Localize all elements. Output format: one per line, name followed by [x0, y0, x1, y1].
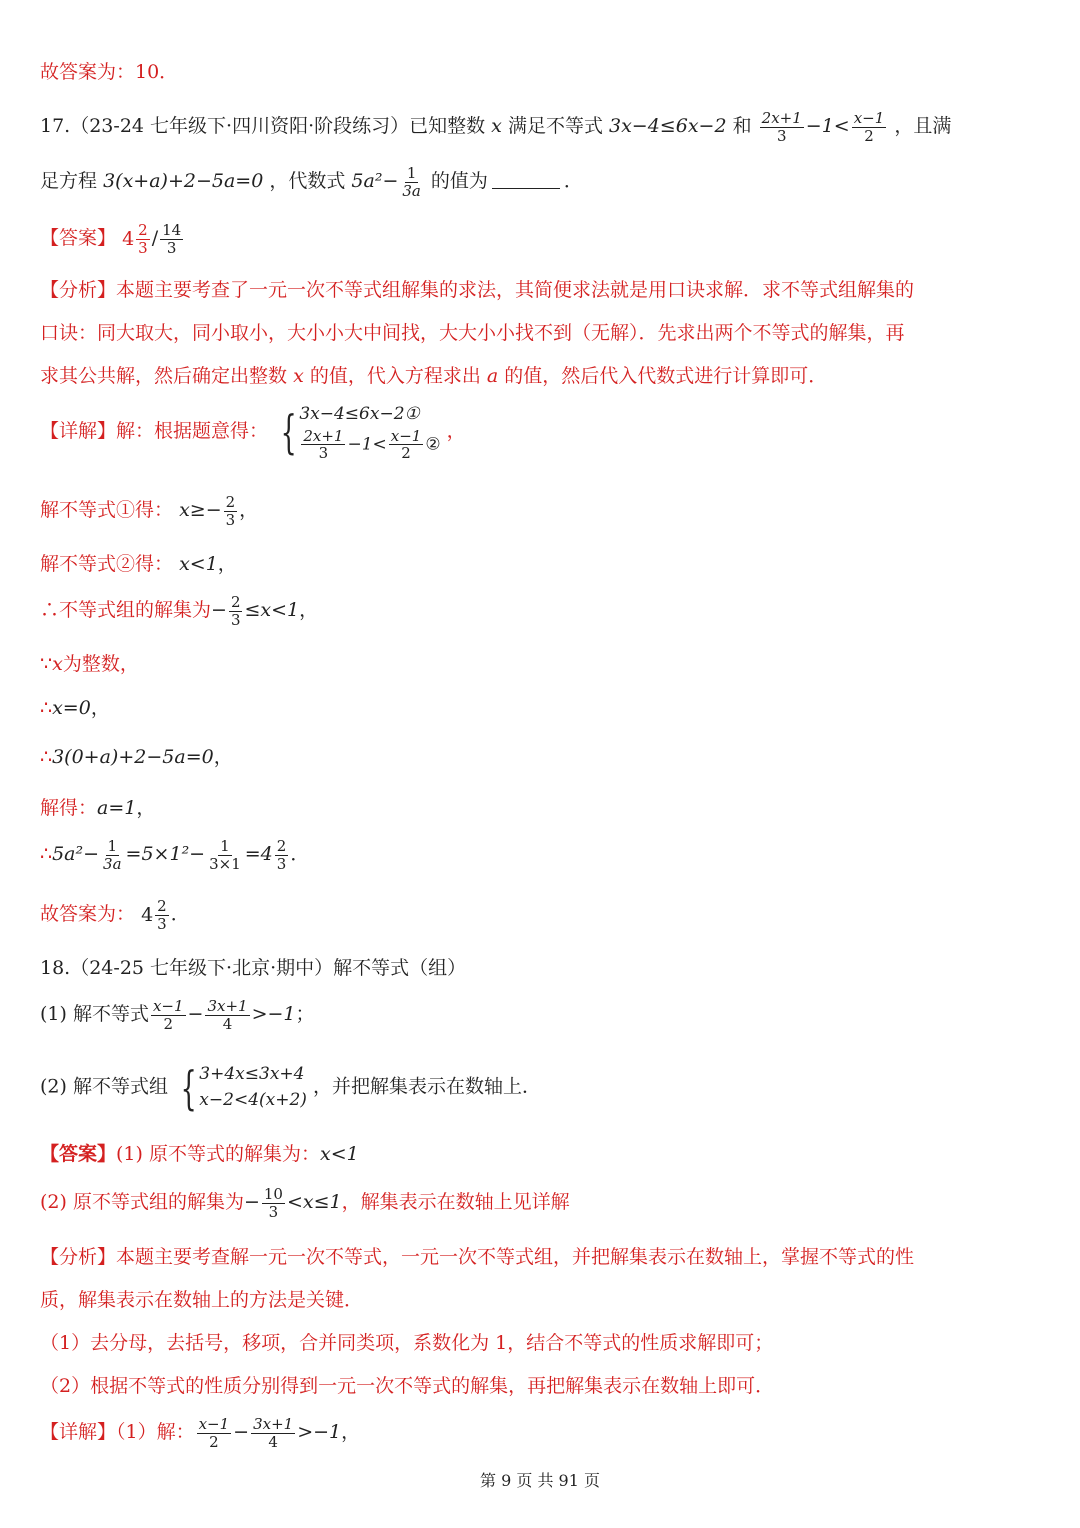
analysis-text: 的值，然后代入代数式进行计算即可．	[504, 365, 828, 387]
analysis-text: 求其公共解，然后确定出整数	[40, 365, 288, 387]
analysis-17-line-1	[40, 278, 1040, 303]
math-op: −1<	[805, 115, 850, 137]
analysis-text: 质，解集表示在数轴上的方法是关键．	[40, 1289, 364, 1311]
question-text: (2) 解不等式组	[40, 1075, 168, 1098]
fraction	[205, 998, 249, 1032]
fraction	[160, 222, 183, 256]
question-text: ，代数式	[269, 170, 346, 192]
detail-17-step-5	[40, 696, 1040, 721]
denominator: 3a	[103, 854, 122, 873]
math-op: −1<	[347, 434, 387, 454]
answer-18-part-1	[40, 1142, 1040, 1167]
math-expr: =4	[244, 843, 273, 865]
fraction	[301, 428, 345, 462]
fraction	[852, 110, 887, 144]
numerator: x−1	[390, 426, 422, 445]
analysis-text: （2）根据不等式的性质分别得到一元一次不等式的解集，再把解集表示在数轴上即可．	[40, 1375, 775, 1397]
step-text: 解得：	[40, 797, 98, 819]
answer-label: 【答案】	[40, 227, 117, 249]
denominator: 3	[230, 610, 241, 629]
analysis-18-line-2	[40, 1288, 1040, 1313]
math-expr: >−1	[297, 1421, 342, 1443]
analysis-18-line-4	[40, 1374, 1040, 1399]
math-expr: <x≤1	[286, 1191, 342, 1213]
question-text: 18.（24-25 七年级下·北京·期中）解不等式（组）	[40, 957, 467, 979]
numerator: 3x+1	[253, 1415, 294, 1433]
question-text: ，并把解集表示在数轴上．	[312, 1075, 541, 1098]
system-line-2	[299, 428, 440, 462]
math-expr: =5×1²−	[125, 843, 206, 865]
denominator: 3	[318, 444, 329, 462]
punctuation: ，	[239, 499, 259, 521]
denominator: 3	[157, 914, 167, 933]
numerator: 14	[162, 221, 182, 239]
fraction	[389, 428, 424, 462]
fraction	[136, 222, 150, 256]
fraction	[224, 494, 238, 528]
numerator: 2x+1	[303, 426, 344, 445]
analysis-text: （1）去分母，去括号，移项，合并同类项，系数化为 1，结合不等式的性质求解即可；	[40, 1332, 774, 1354]
punctuation: ，	[217, 553, 237, 575]
denominator: 3	[276, 854, 287, 873]
numerator: 2	[225, 493, 236, 511]
fraction	[229, 594, 243, 628]
question-text: 足方程	[40, 170, 98, 192]
fraction	[251, 1416, 295, 1450]
denominator: 3	[225, 510, 236, 529]
answer-text: (1) 原不等式的解集为：	[116, 1143, 320, 1165]
denominator: 3a	[402, 181, 421, 200]
numerator: 2	[138, 221, 148, 239]
numerator: x−1	[198, 1415, 230, 1433]
punctuation: ，	[136, 797, 156, 819]
math-op: −	[243, 1191, 260, 1213]
therefore-symbol: ∴	[40, 843, 53, 865]
numerator: 2	[230, 593, 241, 611]
math-expr: 5a²−	[52, 843, 100, 865]
fraction	[151, 998, 186, 1032]
question-18-part-2	[40, 1062, 1040, 1113]
integer-part: 4	[141, 903, 154, 926]
punctuation: ，	[341, 1421, 361, 1443]
system-line-1: 3x−4≤6x−2①	[299, 404, 420, 424]
system-line-1: 3+4x≤3x+4	[199, 1064, 305, 1084]
punctuation: ，	[299, 599, 319, 621]
brace: {	[280, 404, 297, 459]
detail-17-step-6	[40, 745, 1040, 770]
denominator: 2	[163, 1014, 174, 1033]
denominator: 3	[268, 1202, 279, 1221]
fraction	[197, 1416, 232, 1450]
math-expr: >−1	[251, 1003, 296, 1025]
detail-17-step-2	[40, 552, 1040, 577]
denominator: 3×1	[209, 854, 241, 873]
punctuation: ．	[170, 903, 190, 925]
denominator: 4	[222, 1014, 233, 1033]
because-symbol: ∵	[40, 653, 53, 675]
math-expr: x≥−	[179, 499, 222, 521]
math-op: −	[211, 599, 227, 621]
fraction	[275, 838, 289, 872]
numerator: 2	[276, 837, 287, 855]
math-op: −	[187, 1003, 204, 1025]
question-text: ．	[563, 170, 583, 192]
fraction	[207, 838, 243, 872]
denominator: 4	[268, 1432, 278, 1451]
detail-18-line-1	[40, 1416, 1040, 1450]
detail-17-system	[40, 402, 1040, 462]
punctuation: ，	[90, 697, 110, 719]
equation: 3(x+a)+2−5a=0	[103, 170, 264, 192]
math-expr: x<1	[319, 1143, 359, 1165]
inequality-1: 3x−4≤6x−2	[609, 115, 727, 137]
denominator: 2	[864, 126, 874, 145]
answer-text: (2) 原不等式组的解集为	[40, 1191, 244, 1213]
detail-label: 【详解】解：根据题意得：	[40, 419, 269, 442]
separator: /	[151, 227, 159, 249]
answer-line-16	[40, 60, 1040, 85]
answer-text: ，解集表示在数轴上见详解	[341, 1191, 570, 1213]
fraction	[400, 165, 423, 199]
question-18-part-1	[40, 998, 1040, 1032]
therefore-symbol: ∴	[40, 746, 53, 768]
math-expr: x=0	[52, 697, 91, 719]
answer-18-part-2	[40, 1186, 1040, 1220]
therefore-symbol: ∴	[40, 697, 53, 719]
inequality-system	[274, 402, 441, 462]
question-text: ，且满	[894, 115, 952, 137]
math-expr: a=1	[97, 797, 137, 819]
numerator: 2x+1	[761, 109, 802, 127]
punctuation: ，	[446, 419, 466, 442]
math-var: x	[491, 115, 502, 137]
question-18-title	[40, 956, 1040, 981]
system-lines	[299, 402, 440, 462]
question-17-line-2	[40, 165, 1040, 199]
math-var: x	[52, 653, 63, 675]
fraction	[101, 838, 124, 872]
numerator: 1	[107, 837, 118, 855]
answer-17	[40, 222, 1040, 256]
numerator: x−1	[853, 109, 885, 127]
mixed-number	[122, 222, 152, 256]
math-expr: x<1	[179, 553, 218, 575]
analysis-17-line-2	[40, 321, 1040, 346]
detail-17-step-7	[40, 796, 1040, 821]
numerator: 2	[157, 897, 167, 915]
math-expr: 3(0+a)+2−5a=0	[52, 746, 214, 768]
answer-blank	[492, 188, 560, 189]
denominator: 3	[776, 126, 787, 145]
detail-17-step-3	[40, 594, 1040, 628]
numerator: x−1	[152, 997, 184, 1015]
inequality-system	[174, 1062, 307, 1113]
detail-label: 【详解】（1）解：	[40, 1421, 195, 1443]
question-text: 和	[732, 115, 752, 137]
fraction	[155, 898, 169, 932]
analysis-18-line-1	[40, 1245, 1040, 1270]
final-answer-label: 故答案为：	[40, 903, 136, 925]
analysis-text: 【分析】本题主要考查解一元一次不等式，一元一次不等式组，并把解集表示在数轴上，掌握不等式的性	[40, 1246, 915, 1268]
analysis-text: 【分析】本题主要考查了一元一次不等式组解集的求法，其简便求法就是用口诀求解．求不等式组解集的	[40, 279, 915, 301]
system-lines	[199, 1062, 307, 1113]
expression: 5a²−	[351, 170, 399, 192]
step-text: ∴不等式组的解集为	[40, 599, 212, 621]
analysis-text: 口诀：同大取大，同小取小，大小小大中间找，大大小小找不到（无解）．先求出两个不等式的解集，再	[40, 322, 905, 344]
numerator: 1	[406, 164, 417, 182]
question-text: 的值为	[430, 170, 488, 192]
analysis-17-line-3	[40, 364, 1040, 389]
analysis-text: 的值，代入方程求出	[309, 365, 481, 387]
question-text: 满足不等式	[507, 115, 603, 137]
detail-17-step-4	[40, 652, 1040, 677]
brace: {	[180, 1060, 197, 1115]
detail-17-final	[40, 898, 1040, 932]
step-text: 为整数，	[62, 653, 139, 675]
numerator: 3x+1	[207, 997, 248, 1015]
math-expr: ≤x<1	[244, 599, 300, 621]
fraction	[760, 110, 804, 144]
punctuation: ．	[290, 843, 310, 865]
math-var: a	[486, 365, 499, 387]
circle-mark: ②	[425, 434, 441, 454]
page-footer: 第 9 页 共 91 页	[480, 1471, 600, 1490]
fraction	[262, 1186, 285, 1220]
detail-17-step-8	[40, 838, 1040, 872]
analysis-18-line-3	[40, 1331, 1040, 1356]
denominator: 2	[401, 444, 411, 462]
math-op: −	[233, 1421, 250, 1443]
step-text: 解不等式②得：	[40, 553, 174, 575]
denominator: 3	[138, 238, 148, 257]
detail-17-step-1	[40, 494, 1040, 528]
question-17-line-1	[40, 110, 1040, 144]
denominator: 3	[166, 238, 177, 257]
integer-part: 4	[122, 227, 135, 250]
numerator: 1	[220, 837, 230, 855]
punctuation: ；	[295, 1003, 315, 1025]
denominator: 2	[209, 1432, 219, 1451]
system-line-2: x−2<4(x+2)	[199, 1089, 307, 1110]
math-var: x	[293, 365, 304, 387]
question-prefix: 17.（23-24 七年级下·四川资阳·阶段练习）已知整数	[40, 115, 486, 137]
mixed-number	[141, 898, 171, 932]
numerator: 10	[263, 1185, 283, 1203]
answer-text: 故答案为：10．	[40, 61, 179, 83]
punctuation: ，	[213, 746, 233, 768]
answer-label: 【答案】	[40, 1143, 117, 1165]
step-text: 解不等式①得：	[40, 499, 174, 521]
question-text: (1) 解不等式	[40, 1003, 149, 1025]
